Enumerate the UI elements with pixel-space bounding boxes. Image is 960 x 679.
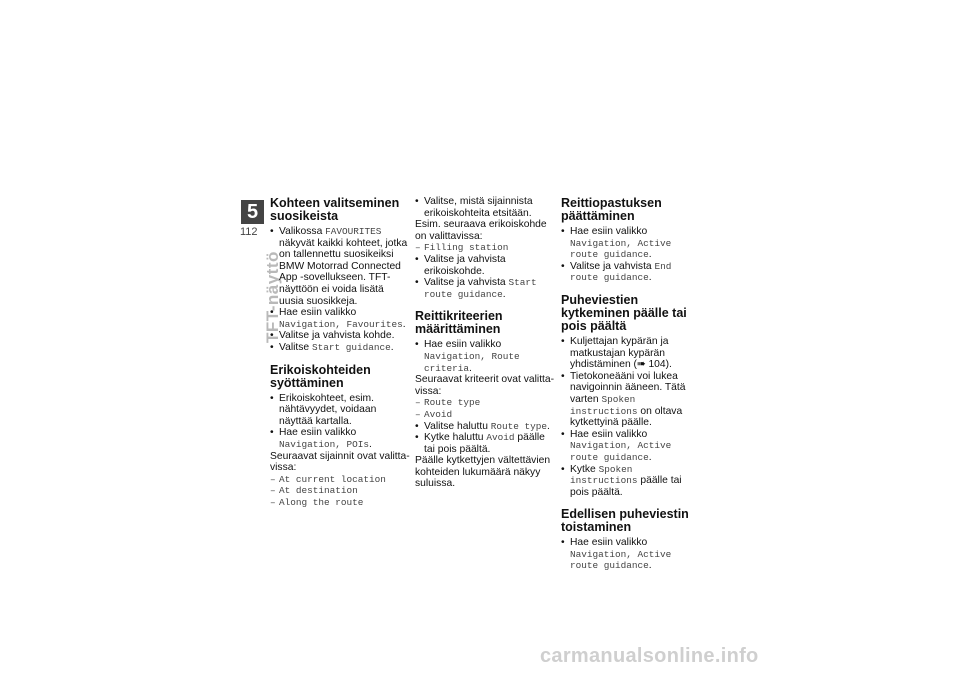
heading-favourites: Kohteen valitseminen suosikeista xyxy=(270,196,400,223)
option-item: – At current location xyxy=(270,474,410,486)
text: Valikossa xyxy=(279,226,326,237)
list-item xyxy=(561,371,701,429)
list-item: • Valitse ja vahvista kohde. xyxy=(270,330,410,342)
menu-term: Navigation, POIs xyxy=(279,438,370,450)
list-item xyxy=(561,464,701,499)
menu-term: Navigation, Favourites xyxy=(279,318,403,330)
paragraph: Esim. seuraava erikoiskohde on valittavissa: xyxy=(415,219,547,242)
menu-term: Start route guidance xyxy=(424,277,537,300)
menu-term: Navigation, Active route guidance xyxy=(570,548,672,572)
text: Valitse haluttu xyxy=(424,420,491,432)
option-item: – Along the route xyxy=(270,497,410,509)
list-item xyxy=(270,427,410,450)
text: . xyxy=(469,362,472,374)
paragraph: Päälle kytkettyjen vältettävien kohteiden lukumäärä näkyy suluissa. xyxy=(415,455,551,490)
menu-term: End route guidance xyxy=(570,260,672,284)
text: Hae esiin valikko xyxy=(279,307,357,319)
heading-pois: Erikoiskohteiden syöttäminen xyxy=(270,362,371,390)
text: on oltava kytkettyinä päälle. xyxy=(570,405,683,429)
menu-term: Navigation, Active route guidance xyxy=(570,237,672,261)
text: . xyxy=(547,420,550,432)
text: . xyxy=(648,560,652,572)
text: . xyxy=(390,341,394,353)
text: Kytke haluttu xyxy=(424,432,487,444)
list-item xyxy=(415,432,555,455)
heading-spoken-instructions: Puheviestien kytkeminen päälle tai pois päältä xyxy=(561,292,687,333)
menu-term: FAVOURITES xyxy=(325,226,382,237)
text: päälle tai pois päältä. xyxy=(570,475,682,498)
text: Kytke xyxy=(570,463,599,475)
menu-term: Route type xyxy=(490,420,548,432)
chapter-tab: 5 xyxy=(241,200,264,224)
text: Hae esiin valikko xyxy=(570,537,648,549)
list-item xyxy=(415,421,555,433)
text: . xyxy=(402,318,406,330)
text: . xyxy=(648,249,652,261)
list-item: • Valitse, mistä sijainnista erikoiskohteita etsitään. xyxy=(415,196,555,219)
list-item xyxy=(270,307,410,330)
column-2 xyxy=(415,196,555,490)
text: Hae esiin valikko xyxy=(570,226,648,237)
option-item: – At destination xyxy=(270,485,410,497)
chapter-title: TFT-näyttö xyxy=(263,251,282,343)
menu-term: Start guidance xyxy=(312,341,391,353)
text: näkyvät kaikki kohteet, jotka on tallennettu suosikeiksi BMW Motorrad Connected App -sovellukseen. TFT-näyttöön ei voida lisätä uusia suosikkeja. xyxy=(279,237,408,307)
text: . xyxy=(369,438,372,450)
menu-term: Spoken instructions xyxy=(570,393,638,417)
menu-term: Avoid xyxy=(486,432,515,444)
text: Valitse ja vahvista xyxy=(424,277,509,289)
list-item xyxy=(415,277,555,300)
option-item: – Avoid xyxy=(415,409,555,421)
text: Valitse ja vahvista xyxy=(570,260,655,272)
text: Tietokoneääni voi lukea navigoinnin ääneen. Tätä varten xyxy=(570,370,686,405)
heading-end-guidance: Reittiopastuksen päättäminen xyxy=(561,196,662,223)
list-item: • Kuljettajan kypärän ja matkustajan kypärän yhdistäminen (➠ 104). xyxy=(561,336,701,371)
text: Hae esiin valikko xyxy=(424,339,502,351)
list-item xyxy=(561,537,701,572)
paragraph: Seuraavat kriteerit ovat valittavissa: xyxy=(415,374,555,397)
menu-term: Spoken instructions xyxy=(570,463,638,487)
text: . xyxy=(648,272,652,284)
list-item xyxy=(561,429,701,464)
heading-repeat-instruction: Edellisen puheviestin toistaminen xyxy=(561,507,689,535)
text: Valitse xyxy=(279,341,313,353)
list-item xyxy=(561,226,701,261)
list-item xyxy=(270,226,410,307)
list-item xyxy=(415,339,555,374)
heading-route-criteria: Reittikriteerien määrittäminen xyxy=(415,309,503,337)
list-item: • Erikoiskohteet, esim. nähtävyydet, voidaan näyttää kartalla. xyxy=(270,393,410,428)
list-item: • Valitse ja vahvista erikoiskohde. xyxy=(415,254,555,277)
watermark: carmanualsonline.info xyxy=(540,645,759,667)
list-item xyxy=(561,261,701,284)
text: . xyxy=(648,451,652,463)
menu-term: Navigation, Route criteria xyxy=(424,350,520,374)
option-item: – Route type xyxy=(415,397,555,409)
menu-term: Navigation, Active route guidance xyxy=(570,440,672,463)
paragraph: Seuraavat sijainnit ovat valittavissa: xyxy=(270,450,410,474)
column-1 xyxy=(270,197,410,508)
text: päälle tai pois päältä. xyxy=(424,432,545,455)
list-item xyxy=(270,342,410,354)
column-3 xyxy=(561,197,701,572)
page-number: 112 xyxy=(240,226,258,238)
text: Hae esiin valikko xyxy=(570,428,648,440)
text: . xyxy=(502,288,506,300)
option-item: – Filling station xyxy=(415,242,555,254)
text: Hae esiin valikko xyxy=(279,427,357,439)
